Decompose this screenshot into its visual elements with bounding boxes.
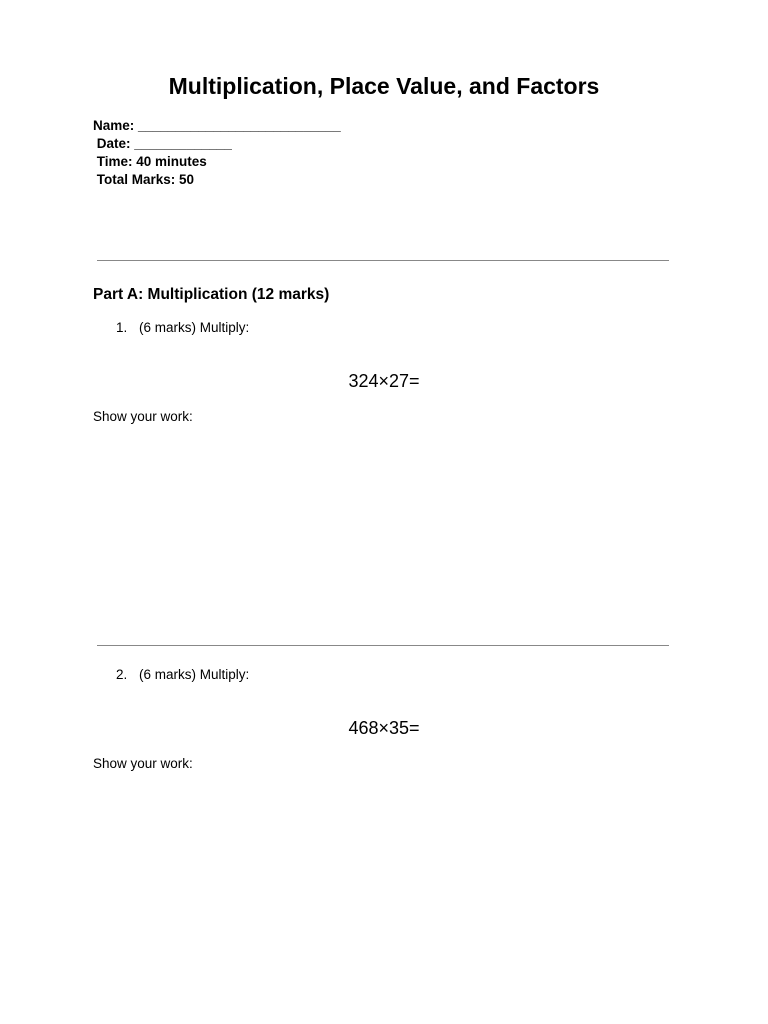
- question-prompt: (6 marks) Multiply:: [139, 320, 250, 335]
- question-2-work-label: Show your work:: [93, 756, 193, 771]
- question-number: 2.: [116, 667, 128, 682]
- question-2-expression: 468×35=: [348, 718, 420, 738]
- total-marks-label: Total Marks: 50: [93, 172, 195, 187]
- section-divider: [97, 260, 669, 261]
- part-a-heading: Part A: Multiplication (12 marks): [93, 286, 330, 303]
- question-number: 1.: [116, 320, 128, 335]
- student-info-block: [93, 117, 341, 189]
- time-label: Time: 40 minutes: [93, 154, 207, 169]
- date-field-label: Date: _____________: [93, 136, 232, 151]
- question-1-expression: 324×27=: [348, 371, 420, 391]
- question-2: [116, 666, 249, 684]
- question-prompt: (6 marks) Multiply:: [139, 667, 250, 682]
- question-divider: [97, 645, 669, 646]
- name-field-label: Name: ___________________________: [93, 118, 341, 133]
- question-1-work-label: Show your work:: [93, 409, 193, 424]
- question-1: [116, 319, 249, 337]
- worksheet-title: Multiplication, Place Value, and Factors: [168, 73, 600, 99]
